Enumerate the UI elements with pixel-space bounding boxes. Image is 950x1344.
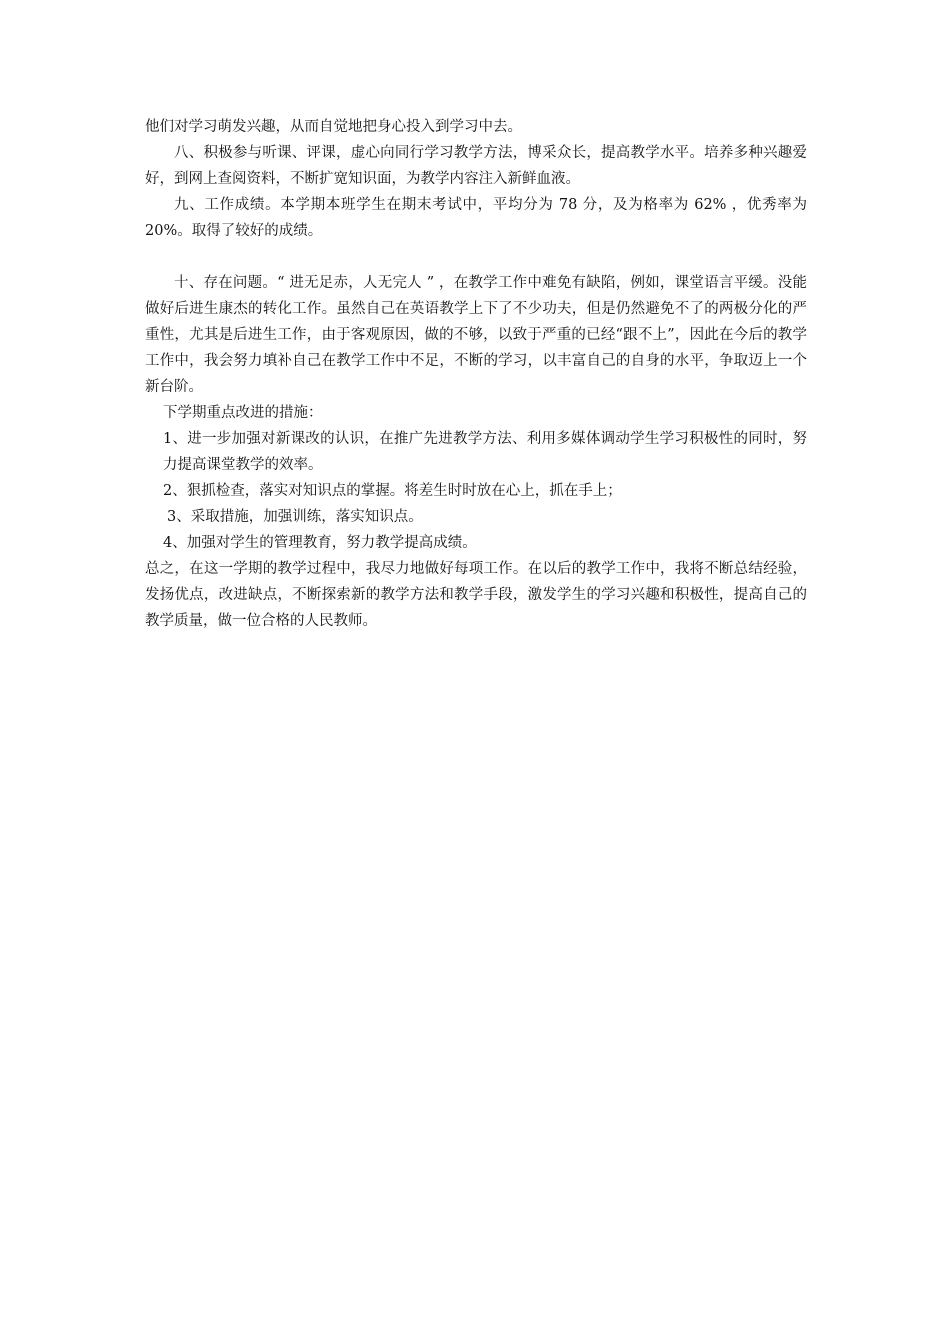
paragraph-section-8: 八、积极参与听课、评课，虚心向同行学习教学方法，博采众长，提高教学水平。培养多种兴趣爱好，到网上查阅资料，不断扩宽知识面，为教学内容注入新鲜血液。 <box>145 145 807 187</box>
improvement-item-3: 3、采取措施，加强训练，落实知识点。 <box>167 509 423 525</box>
improvement-item-1: 1、进一步加强对新课改的认识，在推广先进教学方法、利用多媒体调动学生学习积极性的同时，努力提高课堂教学的效率。 <box>163 431 807 473</box>
paragraph-continuation: 他们对学习萌发兴趣，从而自觉地把身心投入到学习中去。 <box>145 119 522 135</box>
paragraph-section-10: 十、存在问题。“ 进无足赤，人无完人 ” ，在教学工作中难免有缺陷，例如，课堂语言平缓。没能做好后进生康杰的转化工作。虽然自己在英语教学上下了不少功夫，但是仍然避免不了的两极分化的严重性，尤其是后进生工作，由于客观原因，做的不够，以致于严重的已经“跟不上”，因此在今后的教学工作中，我会努力填补自己在教学工作中不足，不断的学习，以丰富自己的自身的水平，争取迈上一个新台阶。 <box>145 275 807 395</box>
blank-line <box>145 244 807 270</box>
paragraph-section-9: 九、工作成绩。本学期本班学生在期末考试中，平均分为 78 分，及为格率为 62% ，优秀率为 20%。取得了较好的成绩。 <box>145 197 807 239</box>
improvement-item-4: 4、加强对学生的管理教育，努力教学提高成绩。 <box>163 535 477 551</box>
improvement-item-2: 2、狠抓检查，落实对知识点的掌握。将差生时时放在心上，抓在手上； <box>163 483 622 499</box>
document-body <box>145 114 807 634</box>
improvement-heading: 下学期重点改进的措施： <box>163 405 323 421</box>
paragraph-conclusion: 总之，在这一学期的教学过程中，我尽力地做好每项工作。在以后的教学工作中，我将不断总结经验，发扬优点，改进缺点，不断探索新的教学方法和教学手段，激发学生的学习兴趣和积极性，提高自己的教学质量，做一位合格的人民教师。 <box>145 561 807 629</box>
